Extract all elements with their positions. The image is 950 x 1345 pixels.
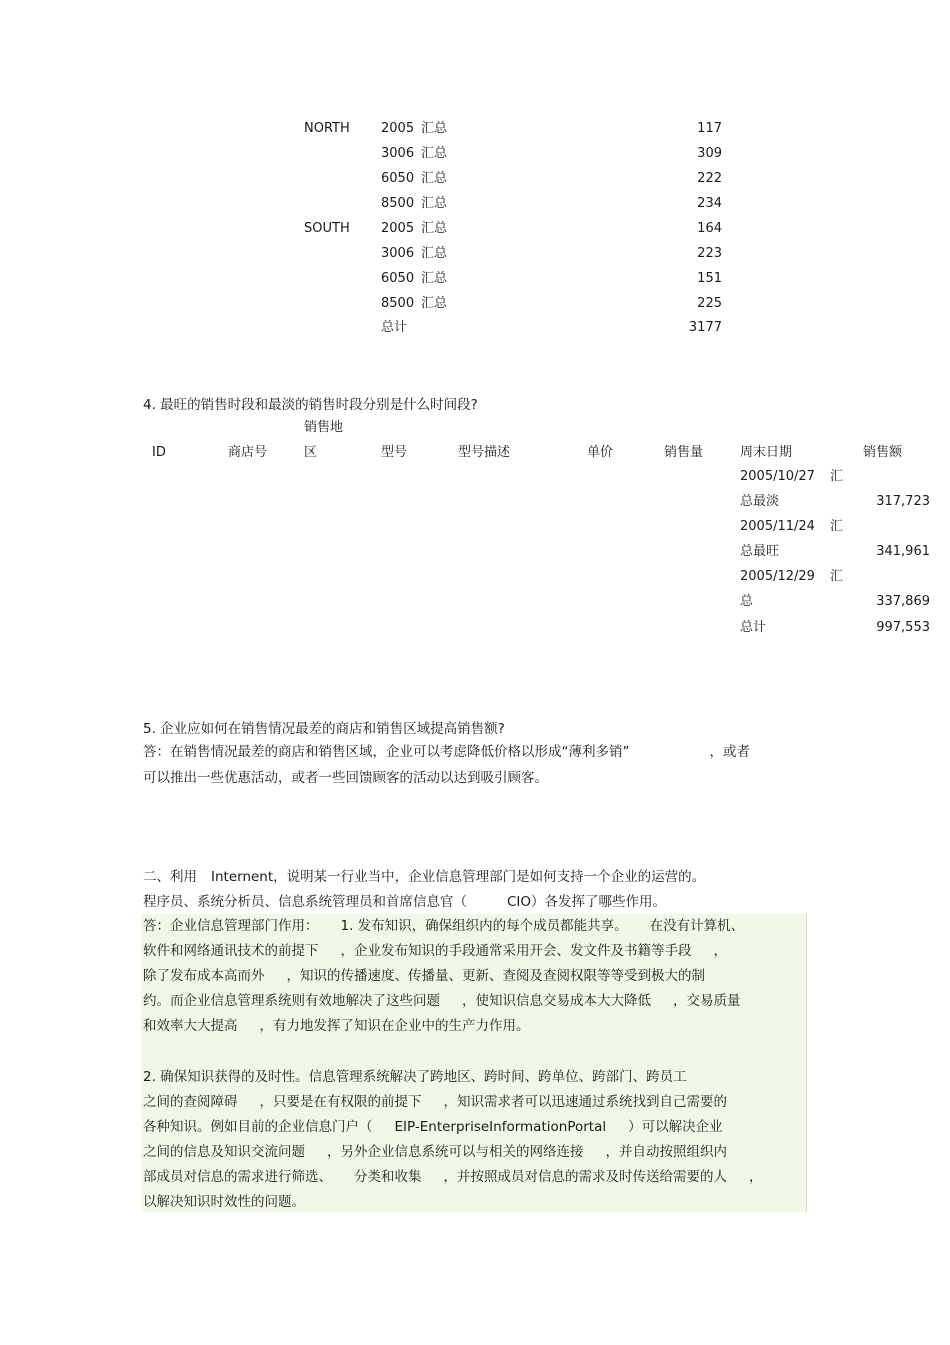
header-model: 型号 [381,445,408,460]
summary-model: 6050 [381,171,415,186]
period-date: 2005/10/27 [740,469,815,484]
summary-region: SOUTH [304,221,350,236]
answer-line-1-text: 答：在销售情况最差的商店和销售区域，企业可以考虑降低价格以形成“薄利多销” [143,744,630,760]
answer-segment: ，并按照成员对信息的需求及时传送给需要的人 [443,1169,727,1185]
answer-segment: 各种知识。例如目前的企业信息门户（ [143,1119,373,1135]
answer-segment: 在没有计算机、 [649,918,745,934]
answer-segment: ）可以解决企业 [628,1119,723,1135]
answer-segment: ， [749,1169,763,1185]
period-note: 总 [740,594,754,609]
summary-model: 2005 [381,221,415,236]
section-2-line-1 [143,869,705,885]
answer-line [143,1194,305,1210]
summary-total-value: 3177 [688,320,722,335]
summary-label: 汇总 [421,171,448,186]
header-qty: 销售量 [664,445,704,460]
period-note: 总最淡 [740,494,780,509]
answer-segment: ，交易质量 [673,993,741,1009]
period-date: 2005/12/29 [740,569,815,584]
answer-segment: ，知识的传播速度、传播量、更新、查阅及查阅权限等等受到极大的制 [286,968,705,984]
summary-model: 3006 [381,246,415,261]
answer-segment: EIP-EnterpriseInformationPortal [394,1119,607,1135]
summary-value: 151 [697,271,722,286]
question-5-title: 5. 企业应如何在销售情况最差的商店和销售区域提高销售额? [143,721,505,737]
summary-model: 6050 [381,271,415,286]
question-5-answer-line-1 [143,744,750,760]
answer-line [143,1144,727,1160]
summary-label: 汇总 [421,221,448,236]
summary-label: 汇总 [421,196,448,211]
summary-value: 117 [697,121,722,136]
summary-model: 3006 [381,146,415,161]
answer-segment: 2. 确保知识获得的及时性。信息管理系统解决了跨地区、跨时间、跨单位、跨部门、跨员工 [143,1069,687,1085]
answer-line [143,993,741,1009]
answer-line [143,943,727,959]
answer-line [143,918,744,934]
summary-value: 223 [697,246,722,261]
section-2-line-1-a: 二、利用 [143,869,197,885]
period-hui: 汇 [830,469,844,484]
period-total-value: 997,553 [876,620,930,635]
summary-label: 汇总 [421,296,448,311]
answer-segment: 之间的信息及知识交流问题 [143,1144,305,1160]
summary-region: NORTH [304,121,350,136]
answer-segment: 软件和网络通讯技术的前提下 [143,943,319,959]
question-4-title: 4. 最旺的销售时段和最淡的销售时段分别是什么时间段? [143,397,478,413]
period-hui: 汇 [830,519,844,534]
answer-segment: ，有力地发挥了知识在企业中的生产力作用。 [259,1018,530,1034]
answer-line-1-tail: ，或者 [709,744,750,760]
summary-value: 222 [697,171,722,186]
answer-segment: ，使知识信息交易成本大大降低 [462,993,651,1009]
answer-segment: 分类和收集 [354,1169,422,1185]
section-2-line-2-b: CIO）各发挥了哪些作用。 [507,894,667,910]
answer-line [143,1069,687,1085]
answer-segment: 答：企业信息管理部门作用： [143,918,319,934]
period-note: 总最旺 [740,544,780,559]
header-price: 单价 [587,445,614,460]
answer-segment: 以解决知识时效性的问题。 [143,1194,305,1210]
header-region-top: 销售地 [304,420,344,435]
summary-label: 汇总 [421,146,448,161]
summary-label: 汇总 [421,246,448,261]
answer-line [143,1018,530,1034]
period-date: 2005/11/24 [740,519,815,534]
header-store: 商店号 [228,445,268,460]
header-sales: 销售额 [863,445,903,460]
question-5-answer-line-2: 可以推出一些优惠活动，或者一些回馈顾客的活动以达到吸引顾客。 [143,770,548,786]
answer-segment: 之间的查阅障碍 [143,1094,238,1110]
answer-segment: ，并自动按照组织内 [605,1144,727,1160]
header-week-end: 周末日期 [740,445,793,460]
answer-segment: ， [713,943,727,959]
answer-segment: ，只要是在有权限的前提下 [259,1094,422,1110]
summary-total-label: 总计 [381,320,408,335]
period-hui: 汇 [830,569,844,584]
summary-label: 汇总 [421,271,448,286]
summary-value: 309 [697,146,722,161]
summary-value: 225 [697,296,722,311]
answer-line [143,1169,763,1185]
period-total-label: 总计 [740,620,767,635]
header-region-bottom: 区 [304,445,318,460]
answer-line [143,1119,723,1135]
header-id: ID [152,445,166,460]
answer-segment: ，另外企业信息系统可以与相关的网络连接 [327,1144,584,1160]
summary-model: 8500 [381,296,415,311]
answer-segment: ，企业发布知识的手段通常采用开会、发文件及书籍等手段 [340,943,692,959]
answer-segment: 和效率大大提高 [143,1018,238,1034]
answer-segment: 部成员对信息的需求进行筛选、 [143,1169,332,1185]
summary-model: 2005 [381,121,415,136]
answer-segment: 1. 发布知识，确保组织内的每个成员都能共享。 [340,918,628,934]
section-2-line-2 [143,894,666,910]
summary-model: 8500 [381,196,415,211]
section-2-line-2-a: 程序员、系统分析员、信息系统管理员和首席信息官（ [143,894,467,910]
period-value: 337,869 [876,594,930,609]
header-model-desc: 型号描述 [458,445,511,460]
answer-segment: 除了发布成本高而外 [143,968,265,984]
section-2-line-1-b: Internent，说明某一行业当中，企业信息管理部门是如何支持一个企业的运营的。 [211,869,706,885]
summary-label: 汇总 [421,121,448,136]
answer-segment: ，知识需求者可以迅速通过系统找到自己需要的 [443,1094,727,1110]
period-value: 317,723 [876,494,930,509]
answer-line [143,968,705,984]
summary-value: 234 [697,196,722,211]
answer-segment: 约。而企业信息管理系统则有效地解决了这些问题 [143,993,440,1009]
period-value: 341,961 [876,544,930,559]
summary-value: 164 [697,221,722,236]
answer-line [143,1094,727,1110]
